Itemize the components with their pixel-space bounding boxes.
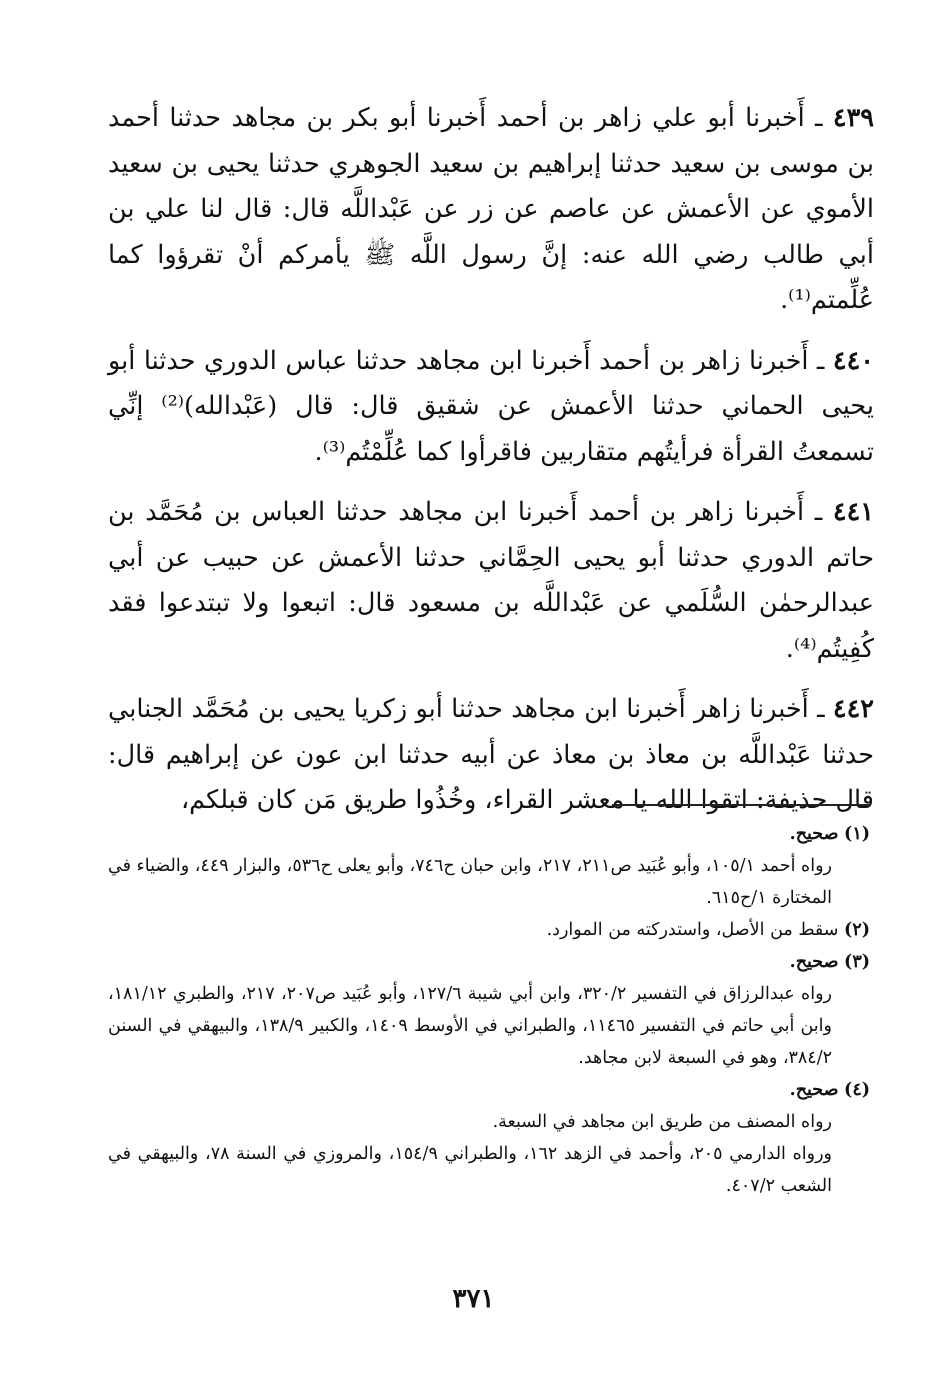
footnote-grade: صحيح. [789, 824, 839, 844]
hadith-text: ـ أَخبرنا زاهر أَخبرنا ابن مجاهد حدثنا أبو زكريا يحيى بن مُحَمَّد الجنابي حدثنا عَبْداللَّه بن معاذ بن معاذ عن أبيه حدثنا ابن عون عن إبراهيم قال: قال حذيفة: اتقوا الله يا معشر القراء، وخُذُوا طريق مَن كان قبلكم، [108, 694, 874, 815]
hadith-441 [108, 490, 874, 672]
footnote-body: رواه المصنف من طريق ابن مجاهد في السبعة. [492, 1112, 832, 1132]
footnotes [108, 818, 870, 1202]
footnote-body: سقط من الأصل، واستدركته من الموارد. [546, 920, 839, 940]
footnote-body: رواه أحمد ١٠٥/١، وأبو عُبَيد ص٢١١، ٢١٧، وابن حبان ح٧٤٦، وأبو يعلى ح٥٣٦، والبزار ٤٤٩، والضياء في المختارة ١/ح٦١٥. [108, 856, 832, 908]
footnote-2 [108, 914, 870, 946]
hadith-text: ـ أَخبرنا أبو علي زاهر بن أحمد أَخبرنا أبو بكر بن مجاهد حدثنا أحمد بن موسى بن سعيد حدثنا إبراهيم بن سعيد الجوهري حدثنا يحيى بن سعيد الأموي عن الأعمش عن عاصم عن زر عن عَبْداللَّه قال: قال لنا علي بن أبي طالب رضي الله عنه: إنَّ رسول اللَّه ﷺ يأمركم أنْ تقرؤوا كما عُلِّمتم⁽¹⁾. [108, 103, 874, 315]
hadith-number: ٤٣٩ [832, 103, 874, 133]
hadith-text: ـ أَخبرنا زاهر بن أحمد أَخبرنا ابن مجاهد حدثنا العباس بن مُحَمَّد بن حاتم الدوري حدثنا أبو يحيى الحِمَّاني حدثنا الأعمش عن حبيب عن أبي عبدالرحمٰن السُّلَمي عن عَبْداللَّه بن مسعود قال: اتبعوا ولا تبتدعوا فقد كُفِيتُم⁽⁴⁾. [108, 497, 874, 664]
footnote-separator [612, 804, 870, 806]
hadith-number: ٤٤٠ [832, 345, 874, 376]
footnote-4 [108, 1074, 870, 1202]
main-text [108, 96, 874, 839]
footnote-marker: (١) [844, 824, 870, 844]
footnote-grade: صحيح. [789, 952, 839, 972]
hadith-439 [108, 96, 874, 324]
page-number: ٣٧١ [452, 1284, 495, 1314]
hadith-number: ٤٤٢ [832, 694, 874, 724]
footnote-body-continued: ورواه الدارمي ٢٠٥، وأحمد في الزهد ١٦٢، والطبراني ١٥٤/٩، والمروزي في السنة ٧٨، والبيهقي في الشعب ٤٠٧/٢. [108, 1144, 832, 1196]
footnote-3 [108, 946, 870, 1074]
footnote-body: رواه عبدالرزاق في التفسير ٣٢٠/٢، وابن أبي شيبة ١٢٧/٦، وأبو عُبَيد ص٢٠٧، ٢١٧، والطبري ١٨١/١٢، وابن أبي حاتم في التفسير ١١٤٦٥، والطبراني في الأوسط ١٤٠٩، والكبير ١٣٨/٩، والبيهقي في السنن ٣٨٤/٢، وهو في السبعة لابن مجاهد. [108, 984, 832, 1068]
footnote-grade: صحيح. [789, 1080, 839, 1100]
hadith-text: ـ أَخبرنا زاهر بن أحمد أَخبرنا ابن مجاهد حدثنا عباس الدوري حدثنا أبو يحيى الحماني حدثنا الأعمش عن شقيق قال: قال (عَبْدالله)⁽²⁾ إنِّي تسمعتُ القرأة فرأيتُهم متقاربين فاقرأوا كما عُلِّمْتُم⁽³⁾. [108, 345, 874, 467]
footnote-marker: (٣) [844, 952, 870, 972]
footnote-marker: (٢) [844, 920, 870, 940]
hadith-number: ٤٤١ [832, 497, 874, 527]
footnote-marker: (٤) [844, 1080, 870, 1100]
footnote-1 [108, 818, 870, 914]
hadith-440 [108, 339, 874, 476]
